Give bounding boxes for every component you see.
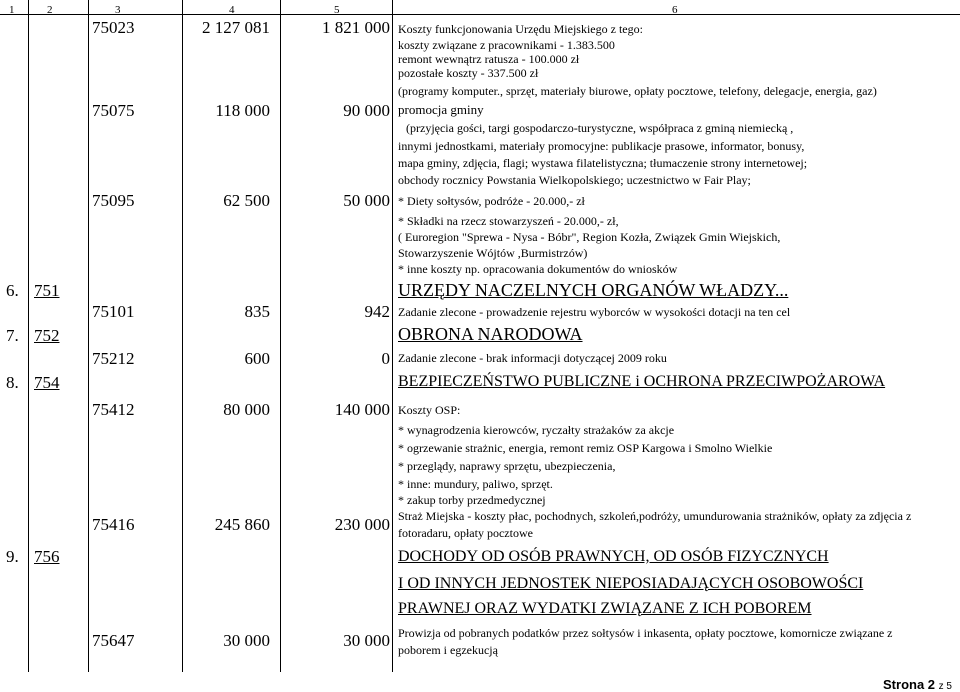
description-line: obchody rocznicy Powstania Wielkopolskiego; uczestnictwo w Fair Play; <box>398 173 751 187</box>
plan-amount: 245 860 <box>214 515 270 534</box>
page-number: Strona 2 <box>883 677 936 692</box>
description-line: * wynagrodzenia kierowców, ryczałty strażaków za akcje <box>398 423 675 437</box>
col-divider <box>280 0 281 672</box>
description-line: Prowizja od pobranych podatków przez sołtysów i inkasenta, opłaty pocztowe, komornicze związane z <box>398 626 893 640</box>
plan-amount: 835 <box>244 302 270 321</box>
section-dzial: 751 <box>34 281 60 300</box>
description-line: * przeglądy, naprawy sprzętu, ubezpieczenia, <box>398 459 616 473</box>
section-lp: 6. <box>6 281 19 300</box>
section-dzial: 756 <box>34 547 60 566</box>
rozdzial-code: 75212 <box>92 349 135 368</box>
col-divider <box>28 0 29 672</box>
projekt-amount: 140 000 <box>334 400 390 419</box>
description-line: * zakup torby przedmedycznej <box>398 493 546 507</box>
description-line: Zadanie zlecone - prowadzenie rejestru wyborców w wysokości dotacji na ten cel <box>398 305 791 319</box>
plan-amount: 30 000 <box>223 631 270 650</box>
projekt-amount: 0 <box>381 349 390 368</box>
col-header-6: 6 <box>672 4 678 16</box>
section-lp: 8. <box>6 373 19 392</box>
description-line: Straż Miejska - koszty płac, pochodnych, szkoleń,podróży, umundurowania strażników, opłaty za zdjęcia z <box>398 509 912 523</box>
projekt-amount: 90 000 <box>343 101 390 120</box>
section-lp: 9. <box>6 547 19 566</box>
col-header-2: 2 <box>47 4 53 16</box>
section-title: BEZPIECZEŃSTWO PUBLICZNE i OCHRONA PRZECIWPOŻAROWA <box>398 373 886 390</box>
col-divider <box>88 0 89 672</box>
section-title: OBRONA NARODOWA <box>398 324 583 344</box>
col-divider <box>392 0 393 672</box>
section-title: PRAWNEJ ORAZ WYDATKI ZWIĄZANE Z ICH POBOREM <box>398 600 812 617</box>
plan-amount: 118 000 <box>215 101 270 120</box>
description-line: (przyjęcia gości, targi gospodarczo-turystyczne, współpraca z gminą niemiecką , <box>406 121 794 135</box>
col-header-4: 4 <box>229 4 235 16</box>
projekt-amount: 50 000 <box>343 191 390 210</box>
description-line: Koszty OSP: <box>398 403 461 417</box>
rozdzial-code: 75023 <box>92 18 135 37</box>
description-line: (programy komputer., sprzęt, materiały biurowe, opłaty pocztowe, telefony, delegacje, energia, gaz) <box>398 84 877 98</box>
section-dzial: 752 <box>34 326 60 345</box>
rozdzial-code: 75101 <box>92 302 135 321</box>
description-line: promocja gminy <box>398 102 484 117</box>
description-line: pozostałe koszty - 337.500 zł <box>398 66 539 80</box>
rozdzial-code: 75095 <box>92 191 135 210</box>
description-line: poborem i egzekucją <box>398 643 498 657</box>
description-line: * Składki na rzecz stowarzyszeń - 20.000,- zł, <box>398 214 619 228</box>
col-header-1: 1 <box>9 4 15 16</box>
section-lp: 7. <box>6 326 19 345</box>
projekt-amount: 30 000 <box>343 631 390 650</box>
description-line: fotoradaru, opłaty pocztowe <box>398 526 533 540</box>
description-line: mapa gminy, zdjęcia, flagi; wystawa filatelistyczna; tłumaczenie strony internetowej; <box>398 156 808 170</box>
description-line: Zadanie zlecone - brak informacji dotyczącej 2009 roku <box>398 351 667 365</box>
rozdzial-code: 75416 <box>92 515 135 534</box>
page-footer <box>883 677 952 692</box>
description-line: ( Euroregion "Sprewa - Nysa - Bóbr", Region Kozła, Związek Gmin Wiejskich, <box>398 230 781 244</box>
rozdzial-code: 75647 <box>92 631 135 650</box>
description-line: * inne: mundury, paliwo, sprzęt. <box>398 477 553 491</box>
description-line: remont wewnątrz ratusza - 100.000 zł <box>398 52 580 66</box>
description-line: * inne koszty np. opracowania dokumentów do wniosków <box>398 262 678 276</box>
projekt-amount: 230 000 <box>334 515 390 534</box>
projekt-amount: 942 <box>364 302 390 321</box>
section-title: URZĘDY NACZELNYCH ORGANÓW WŁADZY... <box>398 280 789 300</box>
header-divider <box>0 14 960 15</box>
page-total: z 5 <box>938 681 952 692</box>
col-header-5: 5 <box>334 4 340 16</box>
projekt-amount: 1 821 000 <box>322 18 390 37</box>
section-title: DOCHODY OD OSÓB PRAWNYCH, OD OSÓB FIZYCZNYCH <box>398 548 829 565</box>
plan-amount: 2 127 081 <box>202 18 270 37</box>
description-line: * ogrzewanie strażnic, energia, remont remiz OSP Kargowa i Smolno Wielkie <box>398 441 773 455</box>
section-dzial: 754 <box>34 373 60 392</box>
description-line: * Diety sołtysów, podróże - 20.000,- zł <box>398 194 585 208</box>
plan-amount: 80 000 <box>223 400 270 419</box>
col-divider <box>182 0 183 672</box>
description-line: Koszty funkcjonowania Urzędu Miejskiego z tego: <box>398 22 643 36</box>
plan-amount: 600 <box>244 349 270 368</box>
plan-amount: 62 500 <box>223 191 270 210</box>
rozdzial-code: 75412 <box>92 400 135 419</box>
rozdzial-code: 75075 <box>92 101 135 120</box>
description-line: innymi jednostkami, materiały promocyjne: publikacje prasowe, informator, bonusy, <box>398 139 805 153</box>
col-header-3: 3 <box>115 4 121 16</box>
description-line: koszty związane z pracownikami - 1.383.500 <box>398 38 615 52</box>
description-line: Stowarzyszenie Wójtów ,Burmistrzów) <box>398 246 588 260</box>
section-title: I OD INNYCH JEDNOSTEK NIEPOSIADAJĄCYCH OSOBOWOŚCI <box>398 575 864 592</box>
